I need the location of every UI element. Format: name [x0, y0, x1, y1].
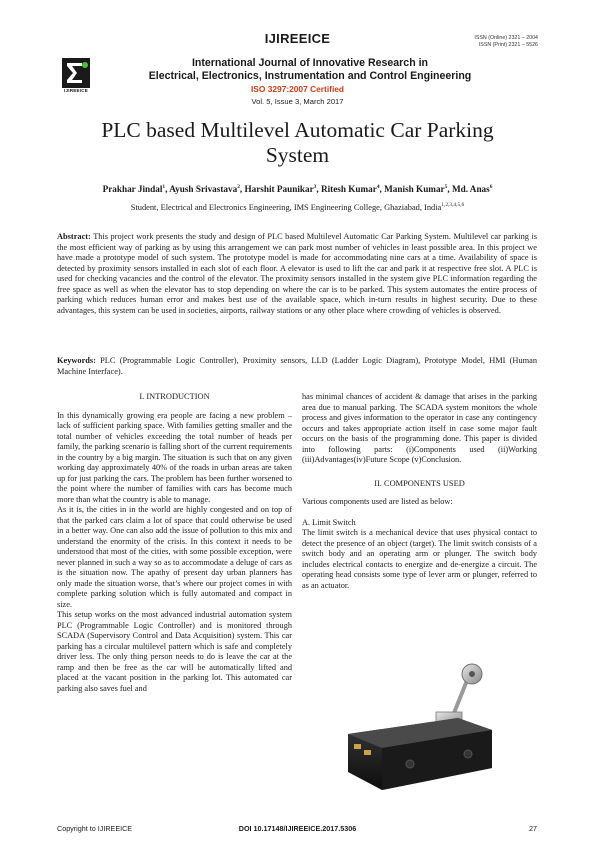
- affiliation: Student, Electrical and Electronics Engineering, IMS Engineering College, Ghaziabad, India$^{1,2,3,4,5,6}$: [130, 202, 465, 212]
- section-heading-introduction: I. INTRODUCTION: [139, 392, 210, 401]
- footer-doi: DOI 10.17148/IJIREEICE.2017.5306: [238, 824, 357, 833]
- abstract-text: This project work presents the study and design of PLC based Multilevel Automatic Car Parking System. Multilevel car parking is the most efficient way of parking as by using this arrangement we can park most number of vehicles in least possible area. In this project we have made a prototype model of such system. The prototype model is made for accommodating nine cars at a time. Availability of space is detected by proximity sensors installed in each slot of each floor. A elevator is used to lift the car and park it at respective free slot. A PLC is used for checking vacancies and the control of the elevator. The proximity sensors installed in the system give PLC information regarding the free space as well as when the elevator has to stop depending on where the car is to be parked. This system automates the entire process of parking which reduces human error and makes best use of the available space, which in-turn results in highest security. Due to these advantages, this system can be used in societies, airports, railway stations or any other place where crowding of vehicles is observed.: [57, 232, 537, 315]
- journal-full-line2: Electrical, Electronics, Instrumentation and Control Engineering: [148, 69, 472, 82]
- paper-title: [60, 118, 535, 168]
- limit-switch-figure: [340, 660, 505, 800]
- keywords-label: Keywords:: [57, 356, 96, 365]
- right-column: [302, 392, 537, 591]
- keywords: [57, 356, 537, 377]
- logo-text: IJIREEICE: [63, 88, 88, 93]
- author: Md. Anas$^6$: [451, 183, 493, 194]
- journal-full-line1: International Journal of Innovative Research in: [191, 57, 429, 69]
- intro-paragraph-3: This setup works on the most advanced industrial automation system PLC (Programmable Logic Controller) and is monitored through SCADA (Supervisory Control and Data Acquisition) system. This car parking has a circular multilevel pattern which is safe and completely driver less. The only thing person needs to do is leave the car at the ramp and then be free as the car will be automatically lifted and placed at the vacant position in the parking lot. This automated car parking also saves fuel and: [57, 610, 292, 693]
- issn-online: ISSN (Online) 2321 – 2004: [474, 35, 538, 41]
- keywords-text: PLC (Programmable Logic Controller), Proximity sensors, LLD (Ladder Logic Diagram), Prototype Model, HMI (Human Machine Interface).: [57, 356, 537, 376]
- section-heading-components: II. COMPONENTS USED: [374, 478, 465, 488]
- abstract: [57, 232, 537, 316]
- abstract-label: Abstract:: [57, 232, 91, 241]
- title-line2: System: [265, 143, 330, 167]
- components-intro: Various components used are listed as below:: [302, 497, 453, 506]
- title-line1: PLC based Multilevel Automatic Car Parking: [101, 118, 494, 142]
- author: Prakhar Jindal$^1$: [102, 183, 166, 194]
- author: Harshit Paunikar$^3$: [244, 183, 317, 194]
- author: Ritesh Kumar$^4$: [320, 183, 380, 194]
- author: Manish Kumar$^5$: [384, 183, 448, 194]
- author-list: Prakhar Jindal$^1$, Ayush Srivastava$^2$, Harshit Paunikar$^3$, Ritesh Kumar$^4$, Manish Kumar$^5$, Md. Anas$^6$: [102, 183, 493, 194]
- volume-issue: Vol. 5, Issue 3, March 2017: [251, 97, 344, 106]
- intro-paragraph-continued: has minimal chances of accident & damage that arises in the parking area due to manual parking. The SCADA system monitors the whole process and gives information to the operator in case any contingency occurs and takes appropriate action itself in case some major fault occurs on the basis of the programming done. This paper is divided into following parts: (i)Components used (ii)Working (iii)Advantages(iv)Future Scope (v)Conclusion.: [302, 392, 537, 464]
- footer-copyright: Copyright to IJIREEICE: [57, 824, 133, 833]
- issn-print: ISSN (Print) 2321 – 5526: [478, 42, 538, 48]
- intro-paragraph-1: In this dynamically growing era people are facing a new problem – lack of sufficient parking space. With families getting smaller and the total number of vehicles exceeding the total number of heads per family, the parking scenario is falling short of the current requirements in the country by a big margin. The situation is such that on any given working day approximately 40% of the roads in urban areas are taken up for just parking the cars. The problem has been further worsened to the point where the number of families with cars has become much more than what the country is able to manage.: [57, 410, 292, 504]
- left-column: [57, 392, 292, 694]
- limit-switch-paragraph: The limit switch is a mechanical device that uses physical contact to detect the presence of an object (target). The limit switch consists of a switch body and an operating arm or plunger. The switch body includes electrical contacts to energize and de-energize a circuit. The operating head consists some type of lever arm or plunger, referred to as an actuator.: [302, 528, 537, 590]
- author: Ayush Srivastava$^2$: [169, 183, 240, 194]
- issn-block: [474, 35, 538, 49]
- intro-paragraph-2: As it is, the cities in in the world are highly congested and on top of that the parked cars claim a lot of space that could otherwise be used in a better way. One can also add the issue of pollution to this mix and understand the enormity of the crisis. In this context it needs to be understood that most of the cities, with some possible exception, were never planned in such a way so as to accommodate a deluge of cars as is the situation now. The apathy of present day urban planners has only made the situation worse, that’s where our project comes in with complete parking solution which is fully automated and compact in size.: [57, 505, 292, 609]
- journal-short-name: IJIREEICE: [264, 31, 331, 46]
- journal-full-name: [100, 57, 520, 82]
- iso-certified: ISO 3297:2007 Certified: [250, 84, 345, 94]
- footer-page-number: 27: [529, 824, 537, 833]
- subsection-limit-switch: A. Limit Switch: [302, 517, 356, 527]
